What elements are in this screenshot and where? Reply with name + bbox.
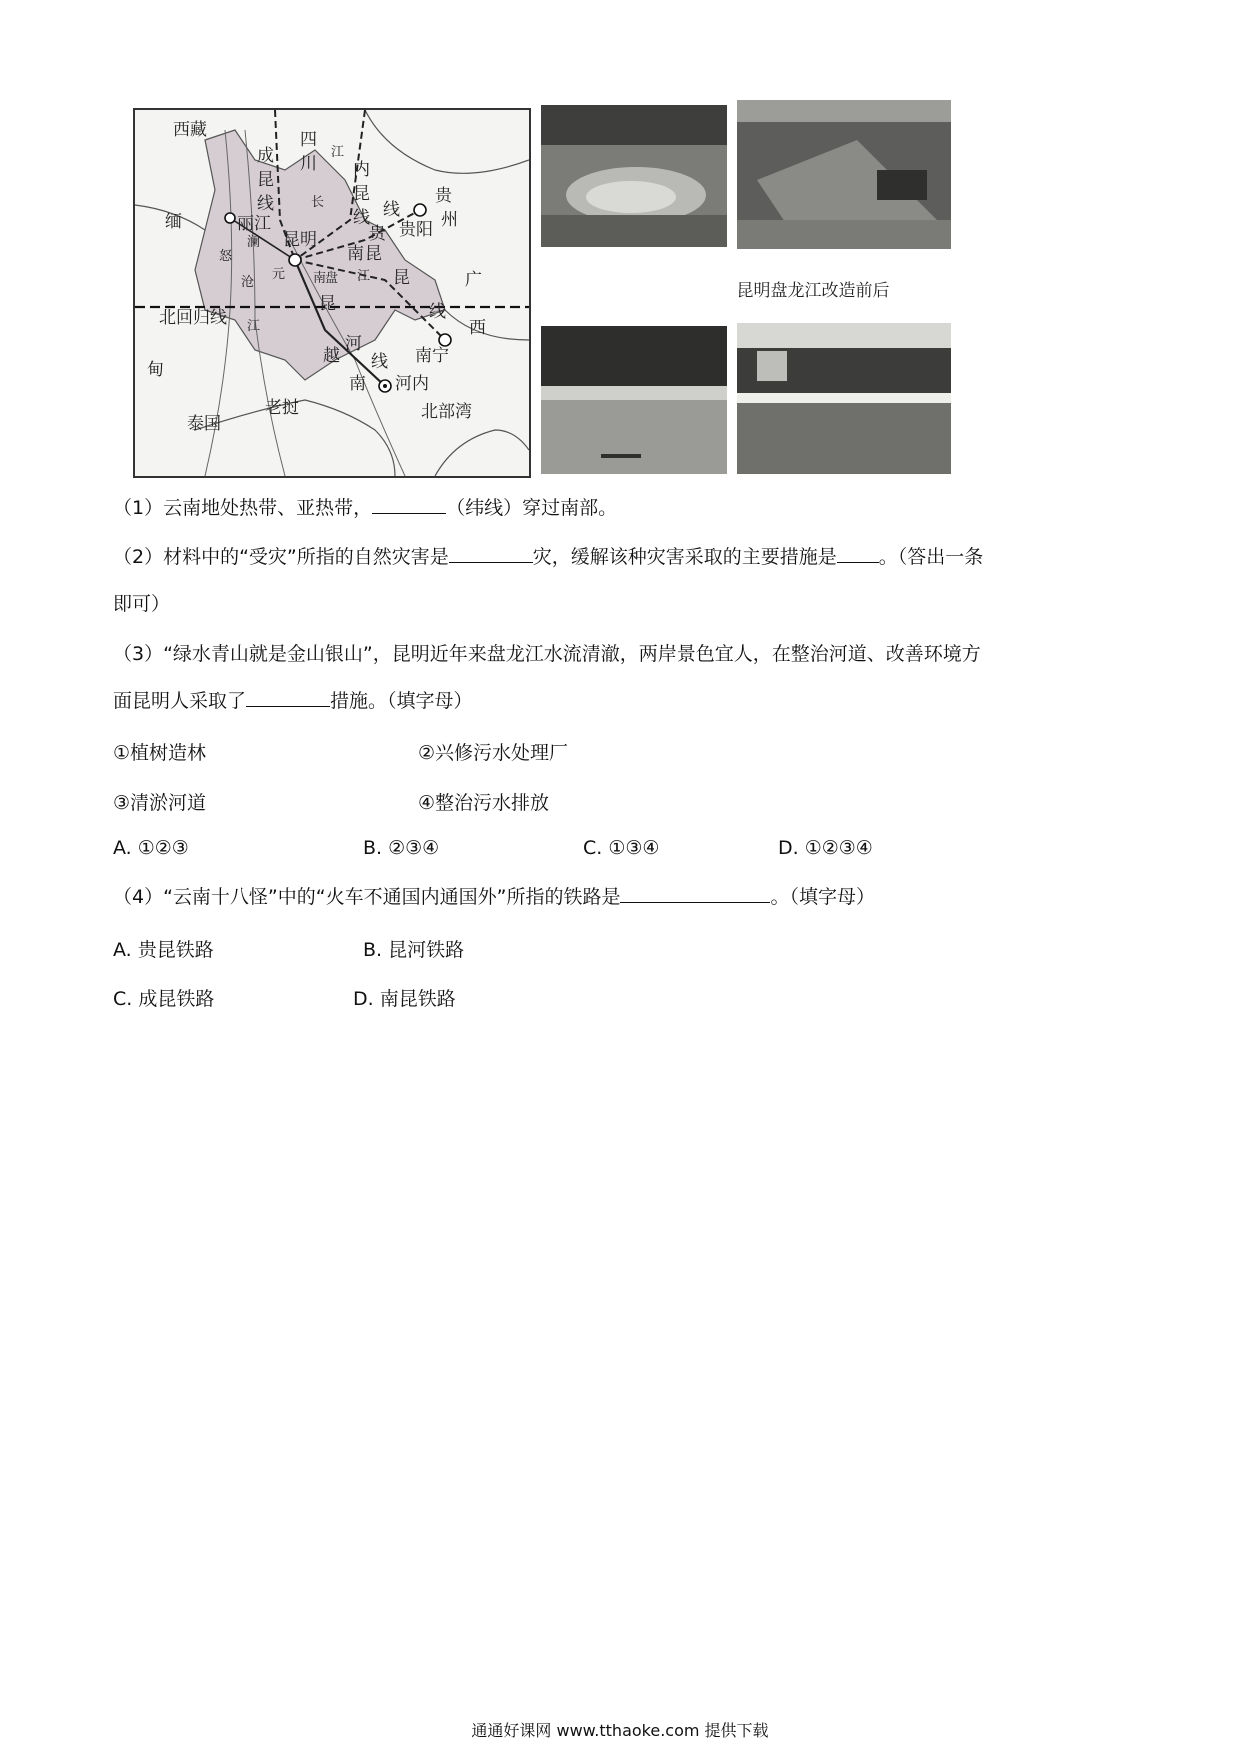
q4-text-a: （4）“云南十八怪”中的“火车不通国内通国外”所指的铁路是 xyxy=(113,886,621,908)
map-label-jiang3: 江 xyxy=(247,319,261,334)
border-line xyxy=(365,110,529,173)
map-label-chang: 长 xyxy=(311,195,325,210)
q4-answer-blank[interactable] xyxy=(620,884,770,903)
map-label-nan2: 南 xyxy=(349,374,366,394)
map-label-sichuan-chuan: 川 xyxy=(300,154,317,174)
map-label-yuan: 元 xyxy=(272,267,286,282)
map-label-sichuan-si: 四 xyxy=(300,130,317,150)
map-label-jiang: 江 xyxy=(331,145,345,160)
page-footer: 通通好课网 www.tthaoke.com 提供下载 xyxy=(471,1721,769,1740)
map-label-guizhou-zhou: 州 xyxy=(441,210,458,230)
q2-text-c: 。（答出一条 xyxy=(878,546,984,568)
map-label-xi: 西 xyxy=(469,318,486,338)
map-label-cheng: 成 xyxy=(257,146,274,166)
question-4 xyxy=(113,882,875,912)
q2-text-b: 灾，缓解该种灾害采取的主要措施是 xyxy=(532,546,837,568)
photo-after-1 xyxy=(541,326,727,474)
q4-option-c[interactable]: C. 成昆铁路 xyxy=(113,988,215,1010)
figure-row xyxy=(133,100,983,480)
map-label-kun2: 昆 xyxy=(353,184,370,204)
border-line xyxy=(445,310,529,340)
map-label-guiyang: 贵阳 xyxy=(399,220,433,240)
map-label-kunming: 昆明 xyxy=(283,230,317,250)
q1-text-b: （纬线）穿过南部。 xyxy=(446,497,618,519)
map-label-jiang2: 江 xyxy=(357,269,371,284)
question-2 xyxy=(113,542,983,572)
question-1 xyxy=(113,493,617,523)
q3-option-b[interactable]: B. ②③④ xyxy=(363,837,440,859)
question-2-cont xyxy=(113,589,170,619)
map-label-laos: 老挝 xyxy=(265,398,299,418)
map-label-xian3: 线 xyxy=(383,200,400,220)
q2-answer-blank-2[interactable] xyxy=(837,544,879,563)
city-hanoi-dot xyxy=(383,384,387,388)
city-kunming-marker xyxy=(289,254,301,266)
q4-text-b: 。（填字母） xyxy=(770,886,875,908)
yunnan-map xyxy=(133,108,531,478)
photo-after-2 xyxy=(737,323,951,474)
map-label-nanning: 南宁 xyxy=(415,346,449,366)
map-label-dian: 甸 xyxy=(147,360,164,380)
photo-before-1 xyxy=(541,105,727,247)
map-label-pan: 盘 xyxy=(325,271,339,286)
photo-before-2 xyxy=(737,100,951,249)
map-label-nu: 怒 xyxy=(219,249,233,264)
q3-option-a[interactable]: A. ①②③ xyxy=(113,837,189,859)
q3-item-2: ②兴修污水处理厂 xyxy=(418,742,569,764)
map-label-nei: 内 xyxy=(353,160,370,180)
map-label-nan-pan: 南 xyxy=(313,271,327,286)
map-label-mian: 缅 xyxy=(165,212,182,232)
q2-text-a: （2）材料中的“受灾”所指的自然灾害是 xyxy=(113,546,449,568)
question-3-cont xyxy=(113,686,473,716)
map-label-lijiang: 丽江 xyxy=(237,214,271,234)
q3-option-d[interactable]: D. ①②③④ xyxy=(778,837,873,859)
map-label-kun3: 昆 xyxy=(365,244,382,264)
q3-option-c[interactable]: C. ①③④ xyxy=(583,837,660,859)
map-label-nan1: 南 xyxy=(347,244,364,264)
map-label-xian2: 线 xyxy=(353,208,370,228)
yunnan-province-area xyxy=(195,130,445,380)
q1-text-a: （1）云南地处热带、亚热带， xyxy=(113,497,373,519)
city-nanning-marker xyxy=(439,334,451,346)
question-3 xyxy=(113,639,981,669)
q2-answer-blank-1[interactable] xyxy=(449,544,533,563)
map-label-gui: 贵 xyxy=(369,224,386,244)
q3-answer-blank[interactable] xyxy=(246,688,330,707)
map-label-kun5: 昆 xyxy=(319,294,336,314)
map-label-beibu: 北部湾 xyxy=(421,402,472,422)
q3-text-c: 措施。（填字母） xyxy=(330,690,473,712)
map-label-xian5: 线 xyxy=(371,352,388,372)
q3-item-4: ④整治污水排放 xyxy=(418,792,550,814)
q3-text-a: （3）“绿水青山就是金山银山”，昆明近年来盘龙江水流清澈，两岸景色宜人，在整治河道、改善环境方 xyxy=(113,643,981,665)
map-label-hanoi: 河内 xyxy=(395,374,429,394)
map-label-guizhou-gui: 贵 xyxy=(435,186,452,206)
map-label-xian4: 线 xyxy=(429,302,446,322)
q4-option-a[interactable]: A. 贵昆铁路 xyxy=(113,939,214,961)
q2-text-d: 即可） xyxy=(113,593,171,615)
q4-option-d[interactable]: D. 南昆铁路 xyxy=(353,988,456,1010)
q3-text-b: 面昆明人采取了 xyxy=(113,690,247,712)
map-label-xian1: 线 xyxy=(257,194,274,214)
map-label-guang: 广 xyxy=(465,270,482,290)
map-label-thailand: 泰国 xyxy=(187,414,221,434)
map-label-cang: 沧 xyxy=(241,275,255,290)
q3-item-1: ①植树造林 xyxy=(113,742,207,764)
map-label-yue: 越 xyxy=(323,346,340,366)
q3-item-3: ③清淤河道 xyxy=(113,792,207,814)
coastline xyxy=(435,430,529,476)
map-label-kun1: 昆 xyxy=(257,170,274,190)
city-guiyang-marker xyxy=(414,204,426,216)
map-label-he: 河 xyxy=(345,334,362,354)
map-label-xizang: 西藏 xyxy=(173,120,207,140)
q1-answer-blank[interactable] xyxy=(372,495,446,514)
map-label-lan: 澜 xyxy=(247,235,261,250)
city-lijiang-marker xyxy=(225,213,235,223)
map-label-tropic: 北回归线 xyxy=(159,308,227,328)
map-label-kun4: 昆 xyxy=(393,268,410,288)
q4-option-b[interactable]: B. 昆河铁路 xyxy=(363,939,465,961)
photo-caption: 昆明盘龙江改造前后 xyxy=(736,281,890,301)
